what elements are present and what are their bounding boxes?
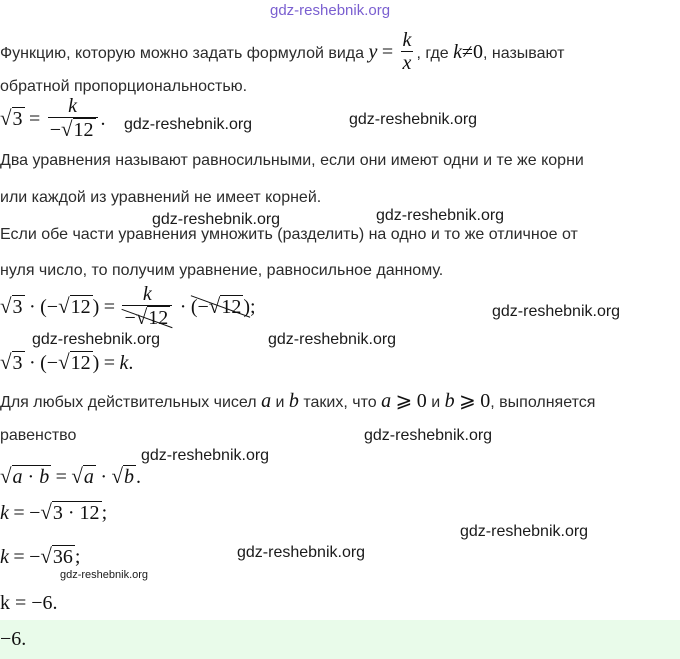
math-eq: = (381, 41, 394, 64)
conj-and: и (275, 394, 285, 411)
definition-text: Функцию, которую можно задать формулой вида (0, 45, 365, 63)
math-y: y (368, 41, 378, 64)
math-k: k (0, 502, 9, 524)
sqrt-3x12: √3 · 12 (40, 500, 100, 524)
math-neq: ≠ (462, 41, 474, 64)
semicolon: ; (101, 502, 108, 524)
math-b: b (124, 466, 135, 488)
sqrt-3-radicand: 3 (12, 107, 23, 130)
period: . (100, 107, 106, 130)
math-a: a (381, 390, 392, 412)
dot: · (27, 466, 35, 488)
equation-2 (0, 283, 256, 331)
root-property-text-holds: , выполняется (490, 394, 596, 411)
math-eq: = (103, 295, 115, 318)
watermark: gdz-reshebnik.org (152, 211, 281, 228)
minus-sign: − (197, 295, 209, 318)
definition-line-1 (0, 29, 565, 76)
semicolon: ; (74, 546, 81, 568)
math-geq: ⩾ (395, 390, 413, 412)
root-property-text: Для любых действительных чисел (0, 394, 257, 411)
definition-text-called: , называют (483, 45, 565, 63)
watermark: gdz-reshebnik.org (364, 427, 493, 444)
math-a: a (83, 466, 94, 488)
math-k: k (453, 41, 463, 64)
math-zero: 0 (480, 390, 491, 412)
watermark: gdz-reshebnik.org (376, 207, 505, 224)
sqrt-12-radicand: 12 (70, 295, 91, 318)
sqrt-3: √3 (0, 350, 23, 374)
paren-group-struck: (−√12 ) (190, 293, 250, 318)
root-property-line-2: равенство (0, 427, 77, 444)
math-eq: = (55, 466, 67, 488)
math-k: k (119, 352, 129, 374)
equivalence-line-2: или каждой из уравнений не имеет корней. (0, 189, 322, 206)
fraction-k-over-x (401, 30, 414, 74)
math-zero: 0 (473, 41, 484, 64)
equivalence-line-1: Два уравнения называют равносильными, если они имеют одни и те же корни (0, 152, 584, 169)
minus-sign: − (46, 295, 59, 318)
multiply-rule-line-1: Если обе части уравнения умножить (разделить) на одно и то же отличное от (0, 226, 578, 243)
watermark: gdz-reshebnik.org (349, 111, 478, 128)
frac-num: k (402, 29, 412, 51)
sqrt-36: √36 (40, 544, 73, 568)
math-b: b (288, 390, 299, 412)
fraction-k-over-minus-sqrt12-struck: $\frac{k}{-√12}$ (122, 284, 172, 329)
equation-3 (0, 350, 133, 375)
fraction-k-over-minus-sqrt12: $\frac{k}{-√12}$ (48, 96, 98, 141)
math-geq: ⩾ (459, 390, 476, 412)
frac-num: k (142, 283, 152, 305)
root-property-line-1 (0, 388, 595, 413)
math-eq: = (28, 107, 41, 130)
watermark: gdz-reshebnik.org (460, 523, 589, 540)
sqrt-a: √a (71, 464, 94, 488)
period: . (136, 466, 142, 488)
watermark: gdz-reshebnik.org (492, 303, 621, 320)
math-a: a (12, 466, 23, 488)
paren-group: (−√12 ) (40, 350, 100, 374)
sqrt-radicand: 36 (52, 546, 73, 568)
math-eq: = (13, 502, 25, 524)
root-property-text-such: таких, что (303, 394, 377, 411)
sqrt-3-radicand: 3 (12, 295, 23, 318)
sqrt-3: √3 (0, 105, 23, 130)
math-a: a (261, 390, 272, 412)
definition-text-where: , где (416, 45, 449, 63)
math-b: b (444, 390, 455, 412)
period: . (128, 352, 134, 374)
sqrt-12-radicand: 12 (73, 119, 94, 141)
watermark: gdz-reshebnik.org (124, 116, 253, 133)
dot: · (179, 295, 187, 318)
watermark: gdz-reshebnik.org (237, 544, 366, 561)
equation-root-product (0, 464, 141, 489)
math-k: k (0, 546, 9, 568)
sqrt-ab: √a · b (0, 464, 50, 488)
frac-num: k (68, 95, 78, 117)
minus-sign: − (49, 119, 61, 141)
watermark-small: gdz-reshebnik.org (60, 569, 149, 581)
sqrt-radicand: 3 · 12 (52, 502, 100, 524)
math-b: b (39, 466, 50, 488)
minus-sign: − (29, 546, 41, 568)
minus-sign: − (46, 352, 59, 374)
math-eq: = (103, 352, 115, 374)
equation-k-2 (0, 544, 80, 569)
watermark-top: gdz-reshebnik.org (270, 2, 391, 19)
watermark: gdz-reshebnik.org (32, 331, 161, 348)
math-zero: 0 (416, 390, 427, 412)
semicolon: ; (250, 295, 256, 318)
frac-den: x (402, 52, 412, 74)
dot: · (28, 295, 36, 318)
math-eq: = (13, 546, 25, 568)
paren-group: (−√12 ) (40, 293, 100, 318)
equation-1 (0, 95, 106, 143)
answer-value: −6. (0, 628, 27, 650)
multiply-rule-line-2: нуля число, то получим уравнение, равносильное данному. (0, 262, 444, 279)
sqrt-3: √3 (0, 293, 23, 318)
answer-box (0, 620, 680, 659)
equation-k-1 (0, 500, 107, 525)
sqrt-b: √b (111, 464, 135, 488)
definition-line-2: обратной пропорциональностью. (0, 78, 248, 95)
minus-sign: − (29, 502, 41, 524)
sqrt-12-radicand: 12 (148, 307, 169, 329)
sqrt-12-radicand: 12 (70, 352, 91, 374)
dot: · (100, 466, 108, 488)
watermark: gdz-reshebnik.org (268, 331, 397, 348)
sqrt-3-radicand: 3 (12, 352, 23, 374)
conj-and: и (431, 394, 441, 411)
watermark: gdz-reshebnik.org (141, 447, 270, 464)
minus-sign: − (124, 307, 136, 329)
equation-k-3: k = −6. (0, 592, 58, 614)
sqrt-12-radicand: 12 (221, 295, 242, 318)
dot: · (28, 352, 36, 374)
